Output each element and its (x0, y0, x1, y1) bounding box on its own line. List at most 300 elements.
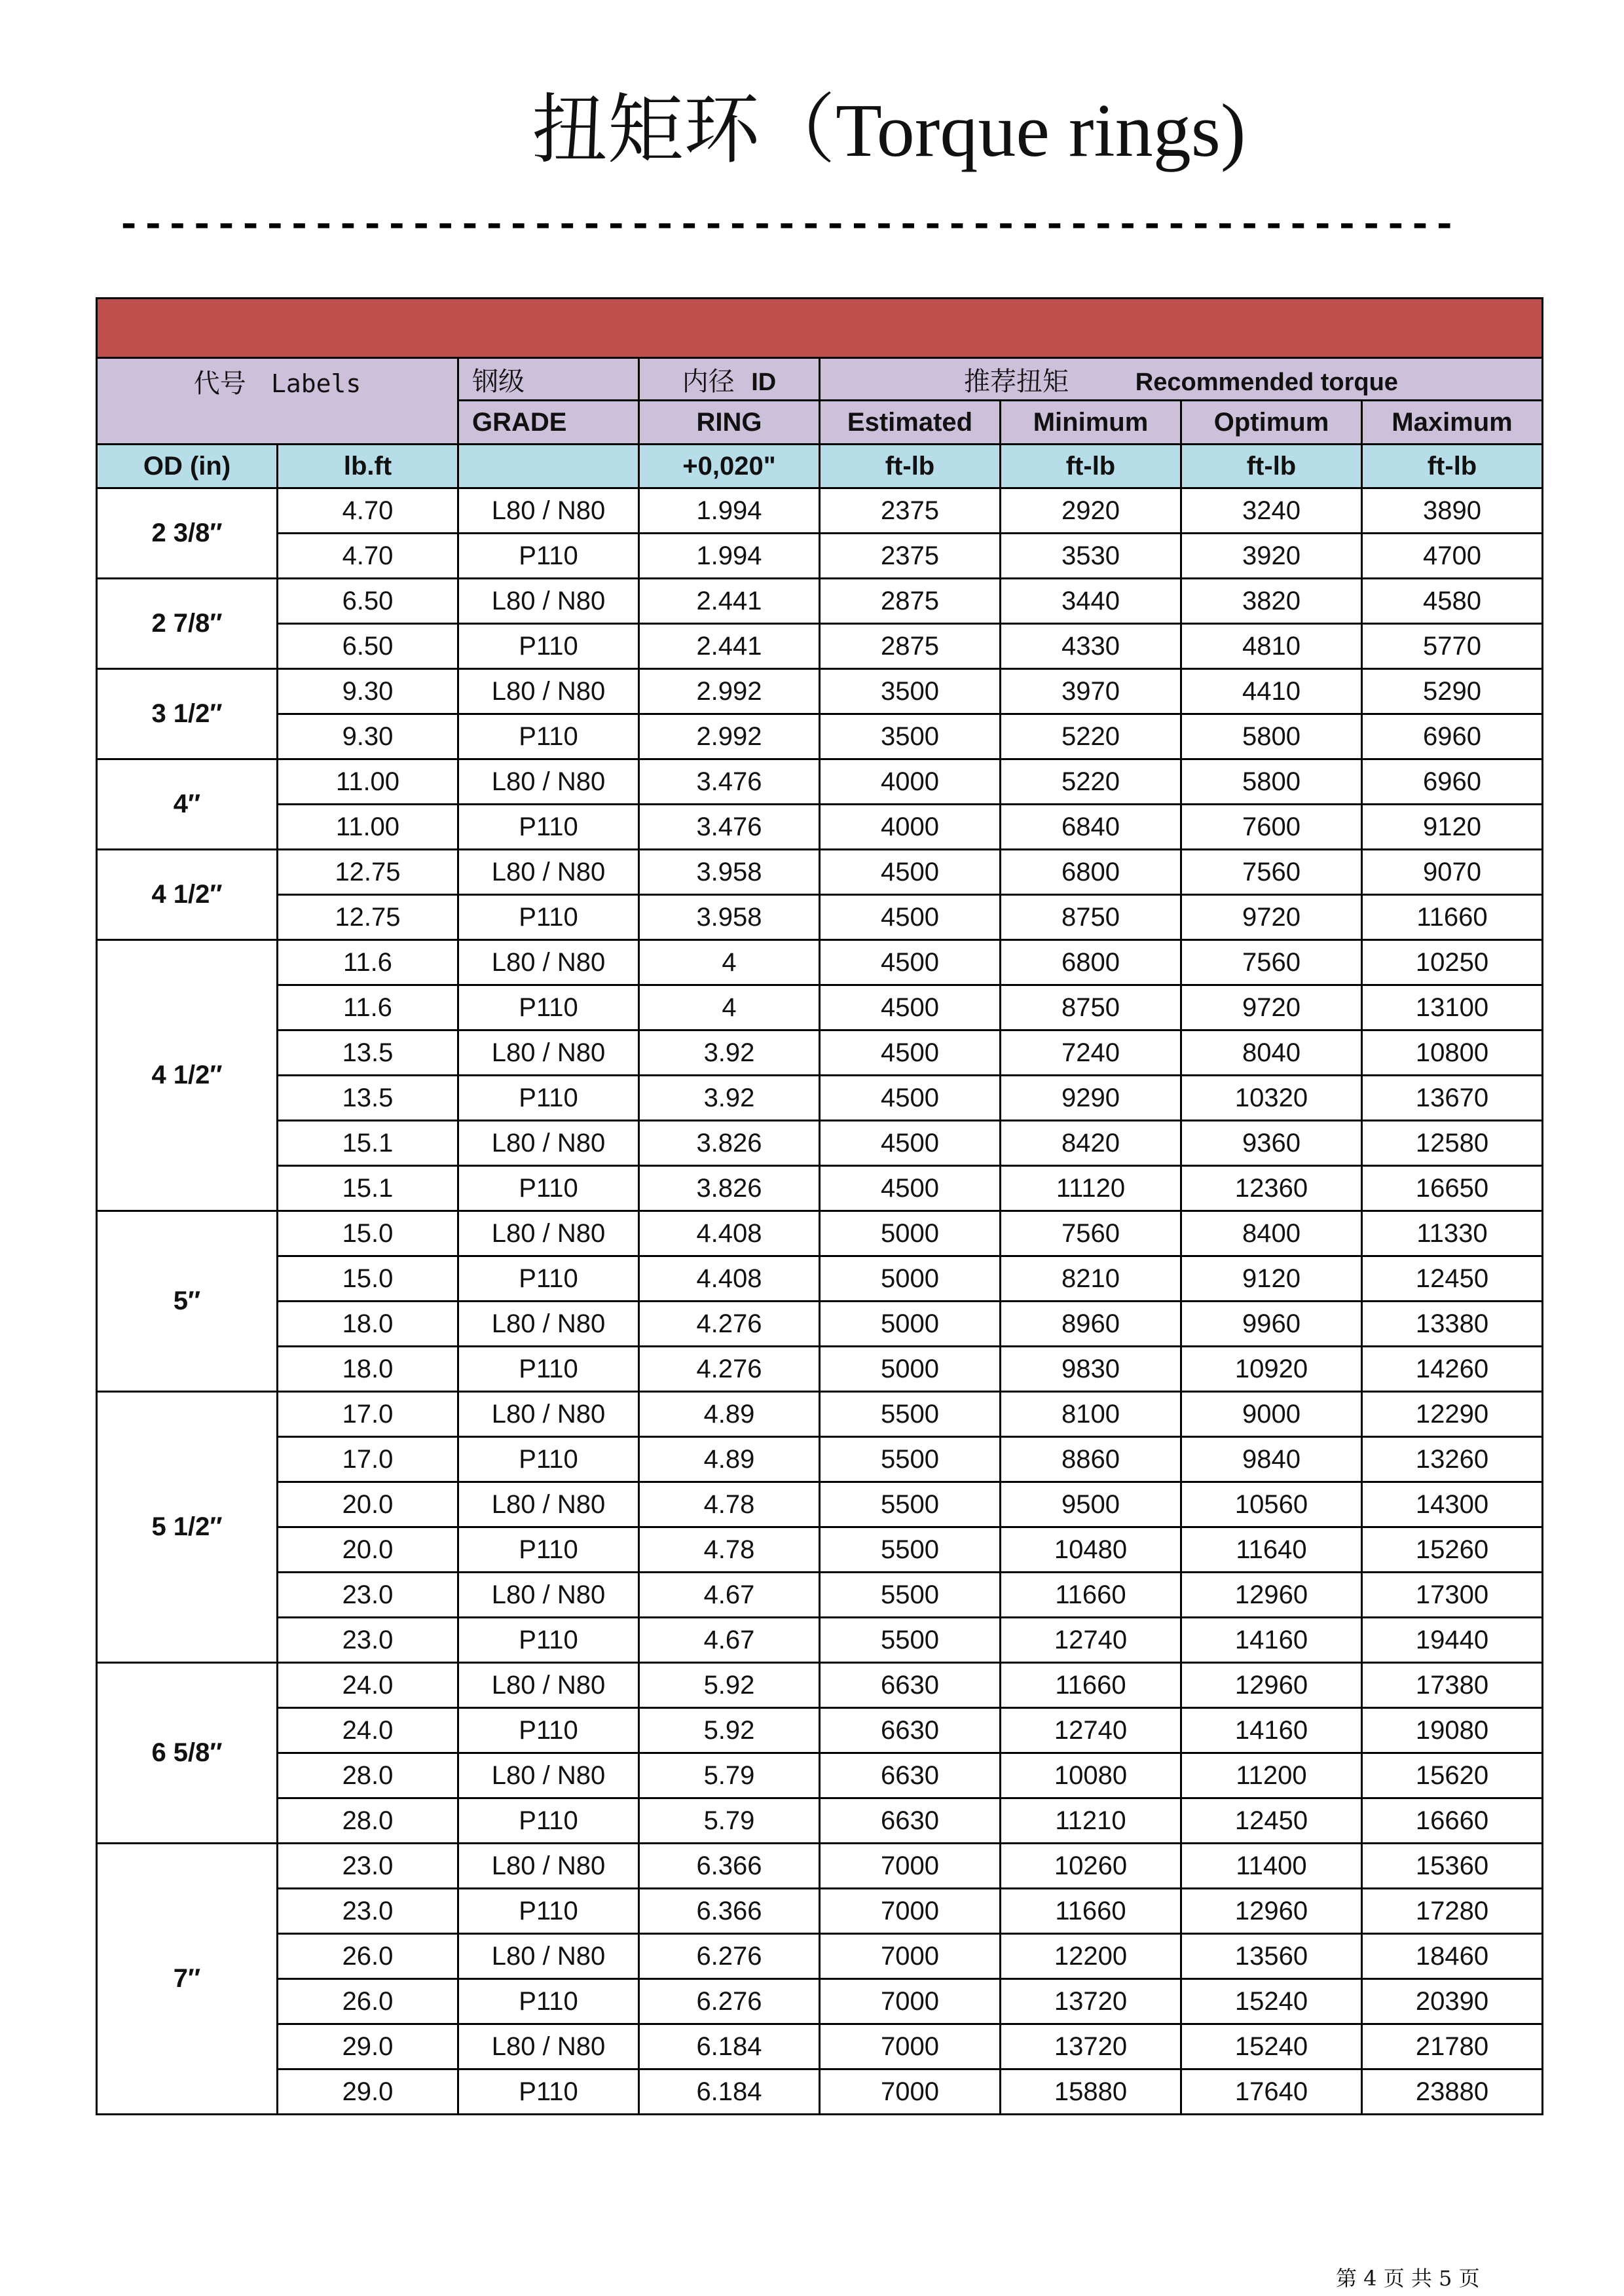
table-row (97, 624, 1543, 669)
ring-id-cell: 6.184 (639, 2024, 820, 2069)
table-row (97, 850, 1543, 895)
minimum-cell: 6800 (1001, 850, 1181, 895)
weight-cell: 23.0 (278, 1573, 458, 1618)
grade-cell: P110 (458, 1979, 639, 2024)
weight-cell: 13.5 (278, 1030, 458, 1076)
weight-cell: 15.0 (278, 1256, 458, 1302)
estimated-cell: 4500 (820, 940, 1001, 985)
optimum-cell: 11640 (1181, 1527, 1362, 1573)
weight-cell: 4.70 (278, 534, 458, 579)
ring-id-cell: 4 (639, 985, 820, 1030)
estimated-cell: 2875 (820, 624, 1001, 669)
weight-cell: 26.0 (278, 1979, 458, 2024)
optimum-unit-header: ft-lb (1181, 445, 1362, 488)
maximum-cell: 4700 (1362, 534, 1543, 579)
optimum-cell: 8400 (1181, 1211, 1362, 1256)
optimum-cell: 12960 (1181, 1573, 1362, 1618)
grade-cell: L80 / N80 (458, 488, 639, 534)
grade-cell: L80 / N80 (458, 1121, 639, 1166)
weight-cell: 15.1 (278, 1166, 458, 1211)
estimated-unit-header: ft-lb (820, 445, 1001, 488)
minimum-cell: 11660 (1001, 1663, 1181, 1708)
grade-cell: L80 / N80 (458, 1753, 639, 1798)
table-row (97, 1663, 1543, 1708)
estimated-cell: 4500 (820, 1166, 1001, 1211)
estimated-cell: 2875 (820, 579, 1001, 624)
ring-id-cell: 2.992 (639, 714, 820, 759)
minimum-cell: 12200 (1001, 1934, 1181, 1979)
minimum-cell: 3440 (1001, 579, 1181, 624)
ring-id-cell: 4.276 (639, 1347, 820, 1392)
maximum-cell: 20390 (1362, 1979, 1543, 2024)
table-row (97, 1527, 1543, 1573)
optimum-cell: 7560 (1181, 850, 1362, 895)
table-row (97, 1618, 1543, 1663)
weight-cell: 11.00 (278, 805, 458, 850)
minimum-cell: 3530 (1001, 534, 1181, 579)
optimum-cell: 9360 (1181, 1121, 1362, 1166)
od-cell: 4 1/2″ (97, 940, 278, 1211)
optimum-cell: 15240 (1181, 2024, 1362, 2069)
ring-id-cell: 3.92 (639, 1030, 820, 1076)
weight-cell: 18.0 (278, 1302, 458, 1347)
ring-id-cell: 4.276 (639, 1302, 820, 1347)
grade-cell: L80 / N80 (458, 669, 639, 714)
minimum-cell: 5220 (1001, 714, 1181, 759)
maximum-cell: 3890 (1362, 488, 1543, 534)
maximum-cell: 15360 (1362, 1844, 1543, 1889)
optimum-cell: 14160 (1181, 1708, 1362, 1753)
table-row (97, 1482, 1543, 1527)
table-row (97, 714, 1543, 759)
maximum-cell: 16650 (1362, 1166, 1543, 1211)
grade-cell: P110 (458, 1076, 639, 1121)
optimum-cell: 9720 (1181, 985, 1362, 1030)
estimated-cell: 7000 (820, 2069, 1001, 2115)
optimum-cell: 9000 (1181, 1392, 1362, 1437)
torque-header (820, 358, 1543, 401)
maximum-cell: 18460 (1362, 1934, 1543, 1979)
estimated-cell: 5500 (820, 1573, 1001, 1618)
optimum-cell: 12960 (1181, 1889, 1362, 1934)
minimum-cell: 5220 (1001, 759, 1181, 805)
weight-cell: 26.0 (278, 1934, 458, 1979)
grade-cell: L80 / N80 (458, 850, 639, 895)
table-row (97, 1889, 1543, 1934)
torque-ring-table (96, 297, 1543, 2115)
minimum-cell: 6800 (1001, 940, 1181, 985)
minimum-cell: 10080 (1001, 1753, 1181, 1798)
ring-id-cell: 5.92 (639, 1663, 820, 1708)
grade-cell: L80 / N80 (458, 1573, 639, 1618)
estimated-cell: 5500 (820, 1482, 1001, 1527)
grade-unit-header (458, 445, 639, 488)
estimated-cell: 7000 (820, 1979, 1001, 2024)
optimum-cell: 10320 (1181, 1076, 1362, 1121)
estimated-cell: 4000 (820, 759, 1001, 805)
maximum-cell: 13260 (1362, 1437, 1543, 1482)
maximum-cell: 9120 (1362, 805, 1543, 850)
weight-cell: 9.30 (278, 714, 458, 759)
grade-cell: P110 (458, 1166, 639, 1211)
ring-id-cell: 4.408 (639, 1211, 820, 1256)
estimated-cell: 3500 (820, 714, 1001, 759)
optimum-cell: 12360 (1181, 1166, 1362, 1211)
maximum-cell: 17380 (1362, 1663, 1543, 1708)
minimum-cell: 8210 (1001, 1256, 1181, 1302)
optimum-cell: 10920 (1181, 1347, 1362, 1392)
table-row (97, 1844, 1543, 1889)
minimum-unit-header: ft-lb (1001, 445, 1181, 488)
ring-id-cell: 5.79 (639, 1753, 820, 1798)
ring-id-cell: 3.826 (639, 1166, 820, 1211)
maximum-cell: 4580 (1362, 579, 1543, 624)
minimum-cell: 13720 (1001, 1979, 1181, 2024)
ring-header: RING (639, 401, 820, 445)
table-row (97, 669, 1543, 714)
optimum-cell: 15240 (1181, 1979, 1362, 2024)
estimated-cell: 5000 (820, 1256, 1001, 1302)
minimum-cell: 8750 (1001, 985, 1181, 1030)
ring-id-cell: 4.78 (639, 1482, 820, 1527)
ring-id-cell: 6.366 (639, 1889, 820, 1934)
minimum-cell: 8100 (1001, 1392, 1181, 1437)
minimum-cell: 8860 (1001, 1437, 1181, 1482)
maximum-cell: 14300 (1362, 1482, 1543, 1527)
optimum-cell: 13560 (1181, 1934, 1362, 1979)
optimum-cell: 9720 (1181, 895, 1362, 940)
od-cell: 2 3/8″ (97, 488, 278, 579)
estimated-cell: 4500 (820, 1030, 1001, 1076)
grade-cell: P110 (458, 1889, 639, 1934)
estimated-cell: 2375 (820, 488, 1001, 534)
page-footer: 第 4 页 共 5 页 (1336, 2266, 1480, 2291)
od-cell: 6 5/8″ (97, 1663, 278, 1844)
optimum-cell: 9960 (1181, 1302, 1362, 1347)
estimated-cell: 6630 (820, 1798, 1001, 1844)
optimum-cell: 7560 (1181, 940, 1362, 985)
table-row (97, 1347, 1543, 1392)
minimum-cell: 8420 (1001, 1121, 1181, 1166)
estimated-cell: 4500 (820, 1076, 1001, 1121)
estimated-cell: 4500 (820, 1121, 1001, 1166)
grade-cell: P110 (458, 1527, 639, 1573)
optimum-cell: 14160 (1181, 1618, 1362, 1663)
weight-cell: 24.0 (278, 1663, 458, 1708)
table-row (97, 895, 1543, 940)
maximum-cell: 11660 (1362, 895, 1543, 940)
ring-id-cell: 4 (639, 940, 820, 985)
estimated-header: Estimated (820, 401, 1001, 445)
minimum-cell: 9500 (1001, 1482, 1181, 1527)
maximum-cell: 14260 (1362, 1347, 1543, 1392)
maximum-cell: 17300 (1362, 1573, 1543, 1618)
estimated-cell: 5000 (820, 1211, 1001, 1256)
grade-cell: L80 / N80 (458, 940, 639, 985)
minimum-cell: 10480 (1001, 1527, 1181, 1573)
grade-cell: P110 (458, 1437, 639, 1482)
grade-cell: P110 (458, 714, 639, 759)
weight-unit-header: lb.ft (278, 445, 458, 488)
grade-cell: L80 / N80 (458, 1211, 639, 1256)
table-row (97, 1934, 1543, 1979)
weight-cell: 15.1 (278, 1121, 458, 1166)
table-row (97, 940, 1543, 985)
banner-cell (97, 299, 1543, 358)
minimum-cell: 6840 (1001, 805, 1181, 850)
optimum-cell: 3240 (1181, 488, 1362, 534)
table-row (97, 1798, 1543, 1844)
estimated-cell: 4500 (820, 985, 1001, 1030)
tolerance-header: +0,020" (639, 445, 820, 488)
table-row (97, 579, 1543, 624)
weight-cell: 20.0 (278, 1527, 458, 1573)
optimum-cell: 5800 (1181, 759, 1362, 805)
maximum-cell: 13670 (1362, 1076, 1543, 1121)
estimated-cell: 5500 (820, 1437, 1001, 1482)
estimated-cell: 7000 (820, 1934, 1001, 1979)
weight-cell: 29.0 (278, 2069, 458, 2115)
weight-cell: 20.0 (278, 1482, 458, 1527)
minimum-cell: 9830 (1001, 1347, 1181, 1392)
estimated-cell: 7000 (820, 1889, 1001, 1934)
grade-cell: L80 / N80 (458, 1844, 639, 1889)
estimated-cell: 5500 (820, 1527, 1001, 1573)
labels-header-cn: 代号 (193, 369, 246, 399)
id-header-en: ID (751, 368, 777, 396)
od-cell: 3 1/2″ (97, 669, 278, 759)
weight-cell: 23.0 (278, 1618, 458, 1663)
maximum-cell: 13380 (1362, 1302, 1543, 1347)
ring-id-cell: 2.441 (639, 624, 820, 669)
labels-header (97, 358, 458, 445)
maximum-cell: 15620 (1362, 1753, 1543, 1798)
table-row (97, 1076, 1543, 1121)
id-header-cn: 内径 (682, 366, 735, 397)
maximum-cell: 11330 (1362, 1211, 1543, 1256)
ring-id-cell: 6.184 (639, 2069, 820, 2115)
estimated-cell: 4000 (820, 805, 1001, 850)
grade-cell: L80 / N80 (458, 759, 639, 805)
minimum-cell: 8960 (1001, 1302, 1181, 1347)
grade-cell: L80 / N80 (458, 1934, 639, 1979)
grade-cell: L80 / N80 (458, 1663, 639, 1708)
grade-cell: P110 (458, 2069, 639, 2115)
weight-cell: 11.6 (278, 940, 458, 985)
ring-id-cell: 1.994 (639, 488, 820, 534)
table-banner (97, 299, 1543, 358)
page-title-text: 扭矩环（Torque rings) (532, 89, 1246, 173)
header-row-3 (97, 445, 1543, 488)
table-row (97, 1708, 1543, 1753)
maximum-cell: 19080 (1362, 1708, 1543, 1753)
weight-cell: 11.00 (278, 759, 458, 805)
estimated-cell: 4500 (820, 895, 1001, 940)
ring-id-cell: 4.78 (639, 1527, 820, 1573)
weight-cell: 17.0 (278, 1437, 458, 1482)
optimum-cell: 7600 (1181, 805, 1362, 850)
ring-id-cell: 4.67 (639, 1618, 820, 1663)
ring-id-cell: 2.992 (639, 669, 820, 714)
grade-cell: P110 (458, 534, 639, 579)
weight-cell: 6.50 (278, 624, 458, 669)
maximum-cell: 23880 (1362, 2069, 1543, 2115)
optimum-cell: 12450 (1181, 1798, 1362, 1844)
page-title (0, 79, 1624, 183)
table-row (97, 488, 1543, 534)
maximum-cell: 5290 (1362, 669, 1543, 714)
minimum-cell: 15880 (1001, 2069, 1181, 2115)
estimated-cell: 6630 (820, 1753, 1001, 1798)
weight-cell: 28.0 (278, 1798, 458, 1844)
grade-cell: P110 (458, 1347, 639, 1392)
maximum-cell: 17280 (1362, 1889, 1543, 1934)
table-row (97, 1121, 1543, 1166)
ring-id-cell: 3.826 (639, 1121, 820, 1166)
table-row (97, 1979, 1543, 2024)
estimated-cell: 4500 (820, 850, 1001, 895)
table-row (97, 1166, 1543, 1211)
optimum-cell: 5800 (1181, 714, 1362, 759)
od-cell: 2 7/8″ (97, 579, 278, 669)
optimum-cell: 9120 (1181, 1256, 1362, 1302)
table-row (97, 1302, 1543, 1347)
grade-header-en: GRADE (458, 401, 639, 445)
grade-cell: P110 (458, 1708, 639, 1753)
grade-cell: P110 (458, 1798, 639, 1844)
weight-cell: 11.6 (278, 985, 458, 1030)
grade-header-cn: 钢级 (458, 358, 639, 401)
torque-header-en: Recommended torque (1135, 368, 1398, 396)
weight-cell: 6.50 (278, 579, 458, 624)
maximum-cell: 16660 (1362, 1798, 1543, 1844)
minimum-cell: 2920 (1001, 488, 1181, 534)
grade-cell: L80 / N80 (458, 1392, 639, 1437)
grade-cell: P110 (458, 895, 639, 940)
minimum-cell: 7560 (1001, 1211, 1181, 1256)
table-row (97, 1573, 1543, 1618)
grade-cell: P110 (458, 805, 639, 850)
id-header (639, 358, 820, 401)
torque-header-cn: 推荐扭矩 (964, 366, 1069, 397)
weight-cell: 15.0 (278, 1211, 458, 1256)
ring-id-cell: 4.408 (639, 1256, 820, 1302)
estimated-cell: 5500 (820, 1392, 1001, 1437)
ring-id-cell: 3.476 (639, 759, 820, 805)
table-row (97, 1753, 1543, 1798)
minimum-cell: 11660 (1001, 1573, 1181, 1618)
weight-cell: 9.30 (278, 669, 458, 714)
table-row (97, 1392, 1543, 1437)
weight-cell: 23.0 (278, 1844, 458, 1889)
maximum-cell: 19440 (1362, 1618, 1543, 1663)
table-row (97, 2069, 1543, 2115)
estimated-cell: 5000 (820, 1302, 1001, 1347)
estimated-cell: 5000 (820, 1347, 1001, 1392)
table-row (97, 1211, 1543, 1256)
od-cell: 5 1/2″ (97, 1392, 278, 1663)
weight-cell: 17.0 (278, 1392, 458, 1437)
ring-id-cell: 3.958 (639, 895, 820, 940)
od-cell: 7″ (97, 1844, 278, 2115)
optimum-cell: 10560 (1181, 1482, 1362, 1527)
title-divider: ------------------------------------------------------- (117, 202, 1457, 249)
minimum-cell: 3970 (1001, 669, 1181, 714)
minimum-cell: 4330 (1001, 624, 1181, 669)
weight-cell: 18.0 (278, 1347, 458, 1392)
minimum-cell: 11660 (1001, 1889, 1181, 1934)
table-row (97, 759, 1543, 805)
ring-id-cell: 2.441 (639, 579, 820, 624)
maximum-cell: 13100 (1362, 985, 1543, 1030)
optimum-cell: 11400 (1181, 1844, 1362, 1889)
optimum-cell: 12960 (1181, 1663, 1362, 1708)
minimum-cell: 13720 (1001, 2024, 1181, 2069)
optimum-cell: 8040 (1181, 1030, 1362, 1076)
maximum-cell: 12290 (1362, 1392, 1543, 1437)
maximum-header: Maximum (1362, 401, 1543, 445)
estimated-cell: 6630 (820, 1663, 1001, 1708)
minimum-cell: 12740 (1001, 1708, 1181, 1753)
od-cell: 4″ (97, 759, 278, 850)
weight-cell: 23.0 (278, 1889, 458, 1934)
ring-id-cell: 3.476 (639, 805, 820, 850)
od-cell: 5″ (97, 1211, 278, 1392)
maximum-cell: 21780 (1362, 2024, 1543, 2069)
maximum-cell: 6960 (1362, 759, 1543, 805)
optimum-cell: 3920 (1181, 534, 1362, 579)
table-row (97, 1437, 1543, 1482)
maximum-cell: 12580 (1362, 1121, 1543, 1166)
ring-id-cell: 3.958 (639, 850, 820, 895)
ring-id-cell: 3.92 (639, 1076, 820, 1121)
ring-id-cell: 6.366 (639, 1844, 820, 1889)
grade-cell: L80 / N80 (458, 1302, 639, 1347)
weight-cell: 24.0 (278, 1708, 458, 1753)
ring-id-cell: 1.994 (639, 534, 820, 579)
table-row (97, 2024, 1543, 2069)
maximum-cell: 10800 (1362, 1030, 1543, 1076)
weight-cell: 12.75 (278, 850, 458, 895)
optimum-cell: 11200 (1181, 1753, 1362, 1798)
od-header: OD (in) (97, 445, 278, 488)
ring-id-cell: 5.79 (639, 1798, 820, 1844)
optimum-cell: 9840 (1181, 1437, 1362, 1482)
weight-cell: 13.5 (278, 1076, 458, 1121)
minimum-cell: 10260 (1001, 1844, 1181, 1889)
minimum-cell: 11120 (1001, 1166, 1181, 1211)
table-row (97, 1030, 1543, 1076)
optimum-header: Optimum (1181, 401, 1362, 445)
estimated-cell: 6630 (820, 1708, 1001, 1753)
optimum-cell: 4810 (1181, 624, 1362, 669)
minimum-cell: 11210 (1001, 1798, 1181, 1844)
maximum-cell: 9070 (1362, 850, 1543, 895)
weight-cell: 4.70 (278, 488, 458, 534)
maximum-cell: 6960 (1362, 714, 1543, 759)
ring-id-cell: 4.67 (639, 1573, 820, 1618)
optimum-cell: 3820 (1181, 579, 1362, 624)
minimum-cell: 8750 (1001, 895, 1181, 940)
header-row-1 (97, 358, 1543, 401)
optimum-cell: 4410 (1181, 669, 1362, 714)
table-row (97, 805, 1543, 850)
grade-cell: L80 / N80 (458, 579, 639, 624)
weight-cell: 29.0 (278, 2024, 458, 2069)
grade-cell: L80 / N80 (458, 1482, 639, 1527)
maximum-cell: 12450 (1362, 1256, 1543, 1302)
ring-id-cell: 6.276 (639, 1979, 820, 2024)
